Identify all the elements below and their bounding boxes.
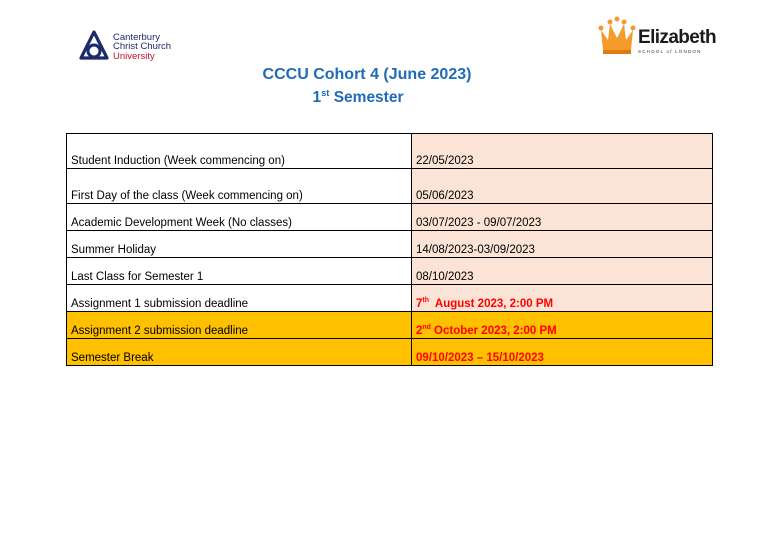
event-cell: Student Induction (Week commencing on) [67,134,412,169]
cccu-line-1: Canterbury [113,31,160,43]
table-row [67,169,713,204]
deadline-date-cell: 7th August 2023, 2:00 PM [412,285,713,312]
semester-title: 1st Semester [312,87,404,106]
table-row-highlighted [67,312,713,339]
cccu-emblem-icon [78,30,110,64]
table-row [67,285,713,312]
event-cell: Summer Holiday [67,231,412,258]
event-cell: Semester Break [67,339,412,366]
event-cell: Last Class for Semester 1 [67,258,412,285]
cccu-line-2: Christ Church [113,41,172,53]
date-cell: 14/08/2023-03/09/2023 [412,231,713,258]
crown-icon [598,16,636,56]
date-cell: 03/07/2023 - 09/07/2023 [412,204,713,231]
elizabeth-wordmark [638,28,716,54]
event-cell: First Day of the class (Week commencing on) [67,169,412,204]
elizabeth-logo [598,16,716,56]
event-cell: Assignment 1 submission deadline [67,285,412,312]
date-cell: 22/05/2023 [412,134,713,169]
date-cell: 08/10/2023 [412,258,713,285]
cccu-logo [78,30,171,64]
event-cell: Assignment 2 submission deadline [67,312,412,339]
table-row [67,204,713,231]
elizabeth-subtitle: SCHOOL of LONDON [638,49,702,54]
cccu-wordmark [113,33,171,62]
table-row [67,231,713,258]
cccu-line-3: University [113,50,155,62]
table-row [67,134,713,169]
page-title: CCCU Cohort 4 (June 2023) [262,66,472,83]
table-row-highlighted [67,339,713,366]
deadline-date-cell: 2nd October 2023, 2:00 PM [412,312,713,339]
date-cell: 05/06/2023 [412,169,713,204]
schedule-table [66,133,713,366]
table-row [67,258,713,285]
elizabeth-name: Elizabeth [638,27,717,48]
event-cell: Academic Development Week (No classes) [67,204,412,231]
date-cell: 09/10/2023 – 15/10/2023 [412,339,713,366]
